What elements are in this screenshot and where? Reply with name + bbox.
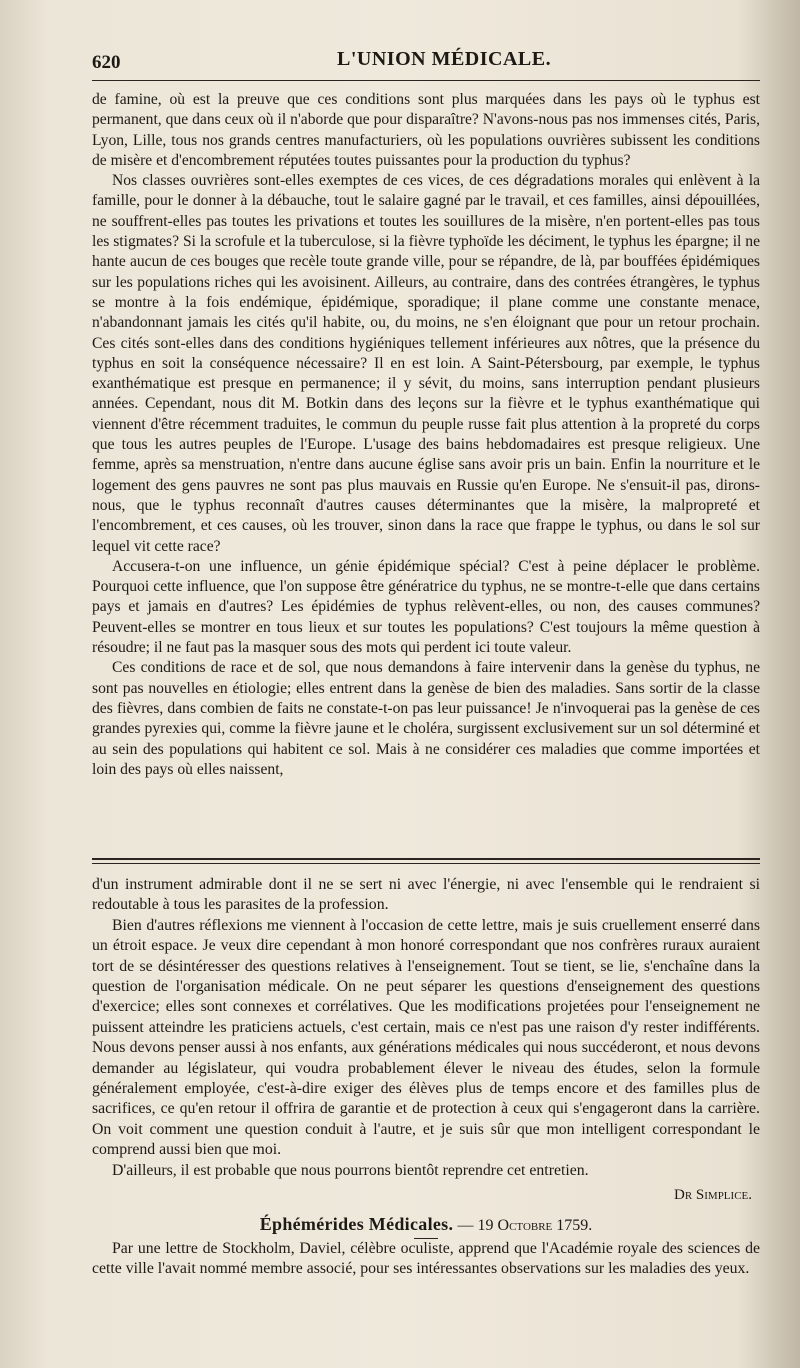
upper-article <box>92 90 760 780</box>
signature: Dr Simplice. <box>673 1187 752 1204</box>
paragraph: de famine, où est la preuve que ces conditions sont plus marquées dans les pays où le typhus est permanent, que dans ceux où il n'aborde que pour disparaître? N'avons-nous pas nos immenses cités, Paris, Lyon, Lille, tous nos grands centres manufacturiers, où les populations ouvrières subissent les conditions de misère et d'encombrement réputées toutes puissantes pour la production du typhus? <box>92 91 760 169</box>
ephemerides-title: Éphémérides Médicales. <box>259 1213 454 1234</box>
paragraph: Nos classes ouvrières sont-elles exemptes de ces vices, de ces dégradations morales qui enlèvent à la famille, pour le donner à la débauche, tout le salaire gagné par le travail, et ces familles, ainsi dépouillées, ne souffrent-elles pas toutes les privations et toutes les souillures de la misère, n'en portent-elles pas tous les stigmates? Si la scrofule et la tuberculose, si la fièvre typhoïde les déciment, le typhus les épargne; il ne hante aucun de ces bouges que recèle toute grande ville, pour se répandre, de là, par bouffées épidémiques sur les populations riches qui les avoisinent. Ailleurs, au contraire, dans des contrées étrangères, le typhus se montre à la fois endémique, épidémique, sporadique; il plane comme une constante menace, n'abandonnant jamais les cités qu'il habite, ou, du moins, ne s'en éloignant que pour un retour prochain. Ces cités sont-elles dans des conditions hygiéniques tellement inférieures aux nôtres, que la présence du typhus en soit la conséquence nécessaire? Il en est loin. A Saint-Pétersbourg, par exemple, le typhus exanthématique est presque en permanence; il y sévit, du moins, sans interruption pendant plusieurs années. Cependant, nous dit M. Botkin dans des leçons sur la fièvre et le typhus exanthématique qui viennent d'être récemment traduites, le commun du peuple russe fait plus attention à la propreté du corps que tous les autres peuples de l'Europe. L'usage des bains hebdomadaires est presque religieux. Une femme, après sa menstruation, n'entre dans aucune église sans avoir pris un bain. Enfin la nourriture et le logement des gens pauvres ne sont pas plus mauvais en Russie qu'en Europe. Ne s'ensuit-il pas, dirons-nous, que le typhus reconnaît d'autres causes déterminantes que la misère, la malpropreté et l'encombrement, et ces causes, où les trouver, sinon dans la race que frappe le typhus, ou dans le sol sur lequel vit cette race? <box>92 172 760 555</box>
page-number: 620 <box>92 52 121 73</box>
ephemerides-heading <box>92 1214 760 1236</box>
page-header <box>92 44 760 78</box>
paragraph: Bien d'autres réflexions me viennent à l'occasion de cette lettre, mais je suis cruellement enserré dans un étroit espace. Je veux dire cependant à mon honoré correspondant que nos confrères ruraux auraient tort de se désintéresser des questions relatives à l'enseignement. Tout se tient, se lie, s'enchaîne dans la question de l'organisation médicale. On ne peut séparer les questions d'enseignement des questions d'exercice; elles sont connexes et corrélatives. Que les modifications projetées pour l'enseignement ne puissent atteindre les praticiens actuels, c'est certain, mais ce n'est pas une raison d'y rester indifférents. Nous devons penser aussi à nos enfants, aux générations médicales qui nous succéderont, et nous devons demander au législateur, qui voudra probablement élever le niveau des études, selon la formule généralement employée, c'est-à-dire exiger des élèves plus de temps encore et des familles plus de sacrifices, ce qu'en retour il offrira de garantie et de protection à ceux qui s'engageront dans la carrière. On voit comment une question conduit à l'autre, et je suis sûr que mon intelligent correspondant le comprend aussi bien que moi. <box>92 916 760 1159</box>
paragraph: Ces conditions de race et de sol, que nous demandons à faire intervenir dans la genèse du typhus, ne sont pas nouvelles en étiologie; elles entrent dans la genèse de bien des maladies. Sans sortir de la classe des fièvres, dans combien de faits ne constate-t-on pas leur puissance! Je n'invoquerai pas la genèse de ces grandes pyrexies qui, comme la fièvre jaune et le choléra, surgissent exclusivement sur un sol déterminé et au sein des populations qui habitent ce sol. Mais à ne considérer ces maladies que comme importées et loin des pays où elles naissent, <box>92 659 760 778</box>
lower-article <box>92 875 760 1280</box>
section-divider <box>92 858 760 860</box>
ephemerides-text: Par une lettre de Stockholm, Daviel, célèbre oculiste, apprend que l'Académie royale des sciences de cette ville l'avait nommé membre associé, pour ses intéressantes observations sur les maladies des yeux. <box>92 1239 760 1278</box>
header-rule <box>92 80 760 81</box>
paragraph: Accusera-t-on une influence, un génie épidémique spécial? C'est à peine déplacer le problème. Pourquoi cette influence, que l'on suppose être génératrice du typhus, ne se montre-t-elle que dans certains pays et jamais en d'autres? Les épidémies de typhus relèvent-elles, ou non, des causes communes? Peuvent-elles se montrer en tous lieux et sur toutes les populations? C'est toujours la même question à résoudre; il ne faut pas la masquer sous des mots qui perdent ici toute valeur. <box>92 557 760 657</box>
paragraph: d'un instrument admirable dont il ne se sert ni avec l'énergie, ni avec l'ensemble qui le rendraient si redoutable à tous les parasites de la profession. <box>92 876 760 914</box>
paragraph: D'ailleurs, il est probable que nous pourrons bientôt reprendre cet entretien. <box>112 1161 589 1179</box>
running-title: L'UNION MÉDICALE. <box>337 48 552 70</box>
ephemerides-date: — 19 Octobre 1759. <box>457 1216 593 1234</box>
section-divider-thin <box>92 863 760 864</box>
